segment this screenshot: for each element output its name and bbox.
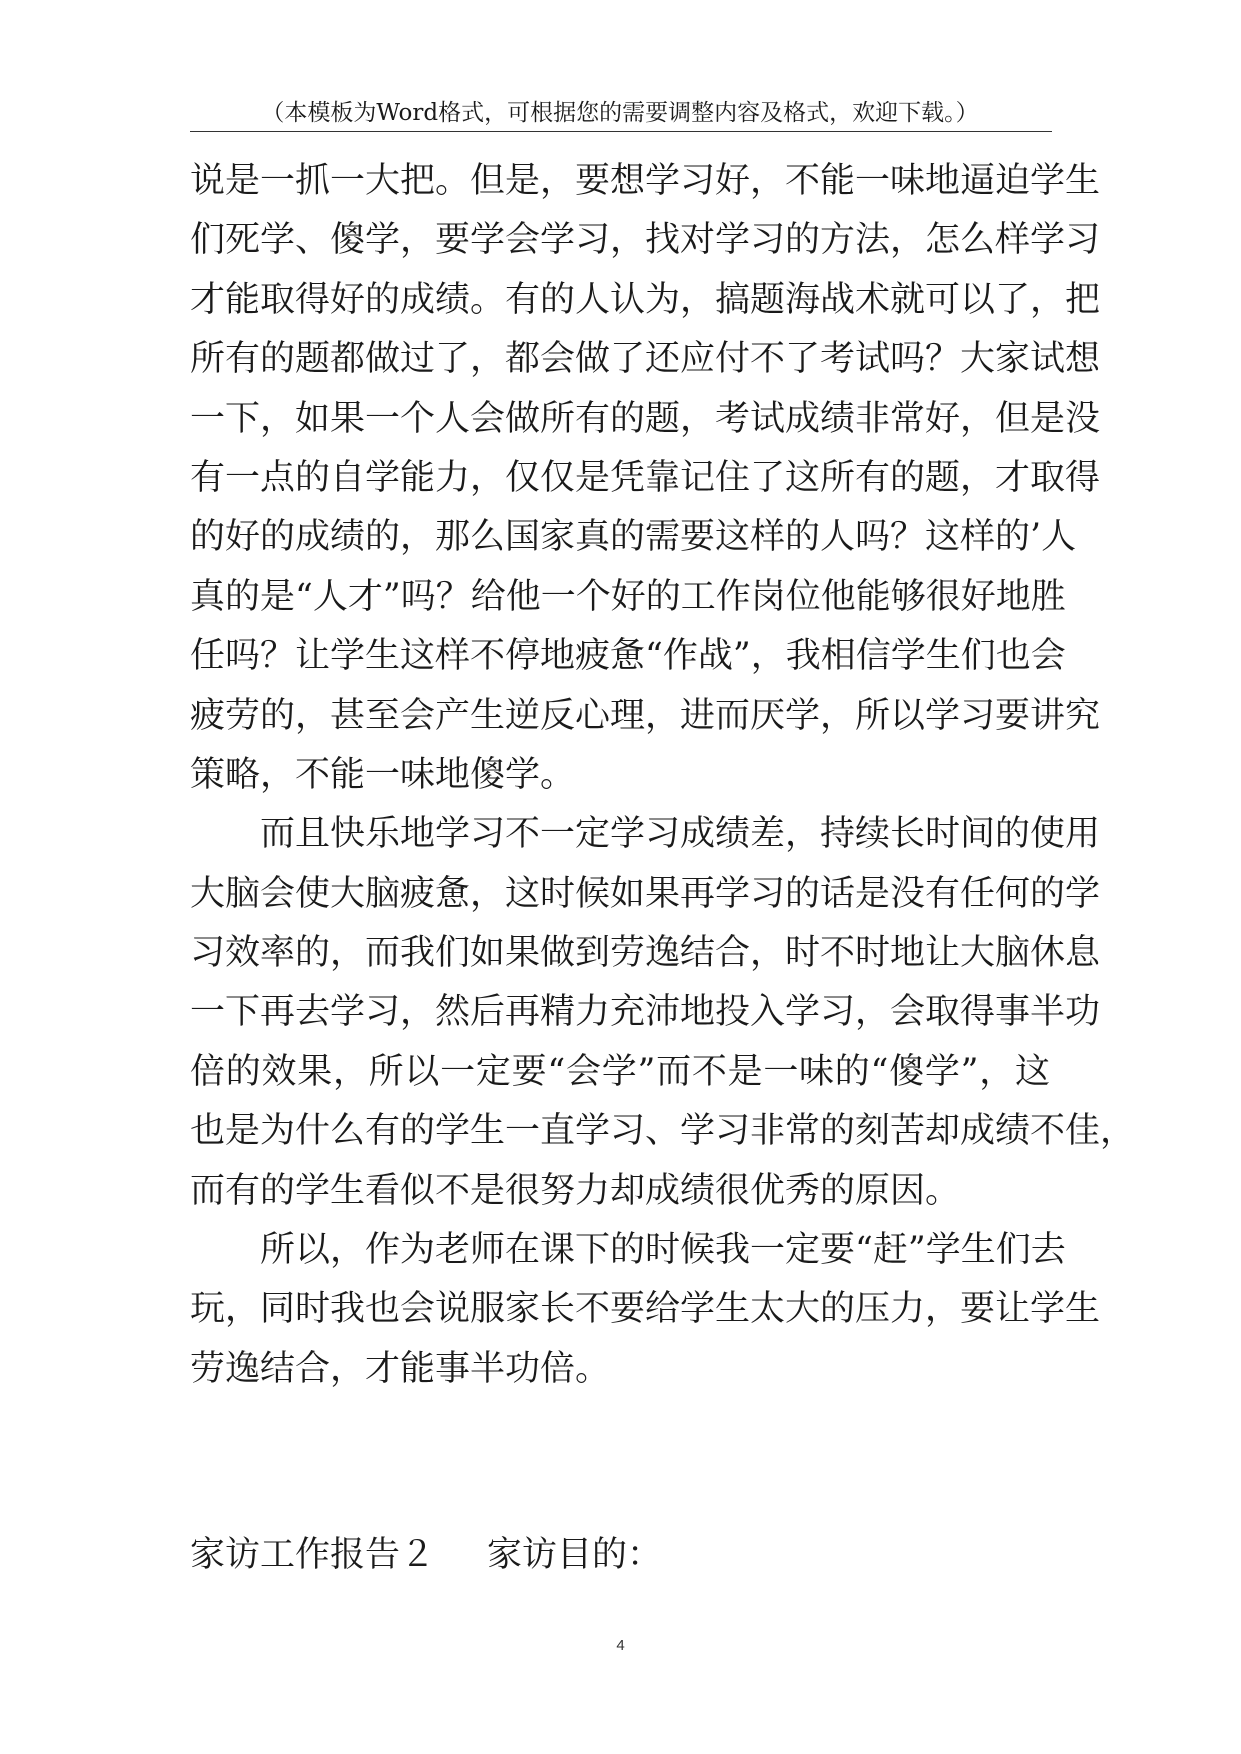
body-line: 倍的效果，所以一定要“会学”而不是一味的“傻学”，这 xyxy=(190,1051,1050,1092)
document-body xyxy=(190,152,1136,1399)
body-line: 们死学、傻学，要学会学习，找对学习的方法，怎么样学习 xyxy=(190,220,1101,261)
body-line: 说是一抓一大把。但是，要想学习好，不能一味地逼迫学生 xyxy=(190,161,1101,201)
header-divider xyxy=(190,131,1052,132)
paragraph-first-line: 而且快乐地学习不一定学习成绩差，持续长时间的使用 xyxy=(260,814,1101,855)
section-subtitle: 家访目的： xyxy=(487,1535,663,1575)
section-heading xyxy=(190,1526,662,1585)
section-title: 家访工作报告２ xyxy=(190,1535,436,1575)
body-line: 玩，同时我也会说服家长不要给学生太大的压力，要让学生 xyxy=(190,1289,1101,1330)
body-line: 而有的学生看似不是很努力却成绩很优秀的原因。 xyxy=(190,1170,961,1211)
body-line: 策略，不能一味地傻学。 xyxy=(190,754,576,795)
body-line: 一下再去学习，然后再精力充沛地投入学习，会取得事半功 xyxy=(190,992,1101,1033)
body-line: 大脑会使大脑疲惫，这时候如果再学习的话是没有任何的学 xyxy=(190,873,1101,914)
body-line: 才能取得好的成绩。有的人认为，搞题海战术就可以了，把 xyxy=(190,279,1101,320)
body-line: 疲劳的，甚至会产生逆反心理，进而厌学，所以学习要讲究 xyxy=(190,695,1101,736)
body-line: 一下，如果一个人会做所有的题，考试成绩非常好，但是没 xyxy=(190,398,1101,439)
body-line: 习效率的，而我们如果做到劳逸结合，时不时地让大脑休息 xyxy=(190,933,1101,974)
page-number: 4 xyxy=(616,1637,625,1654)
body-line: 有一点的自学能力，仅仅是凭靠记住了这所有的题，才取得 xyxy=(190,457,1101,498)
body-line: 任吗？让学生这样不停地疲惫“作战”，我相信学生们也会 xyxy=(190,636,1066,677)
body-line: 真的是“人才”吗？给他一个好的工作岗位他能够很好地胜 xyxy=(190,576,1066,617)
template-note-header: （本模板为Word格式，可根据您的需要调整内容及格式，欢迎下载。） xyxy=(261,100,979,126)
body-line: 的好的成绩的，那么国家真的需要这样的人吗？这样的’人 xyxy=(190,517,1077,558)
body-line: 也是为什么有的学生一直学习、学习非常的刻苦却成绩不佳， xyxy=(190,1111,1136,1152)
paragraph-first-line: 所以，作为老师在课下的时候我一定要“赶”学生们去 xyxy=(260,1230,1066,1271)
body-line: 劳逸结合，才能事半功倍。 xyxy=(190,1348,611,1389)
body-line: 所有的题都做过了，都会做了还应付不了考试吗？大家试想 xyxy=(190,339,1101,380)
